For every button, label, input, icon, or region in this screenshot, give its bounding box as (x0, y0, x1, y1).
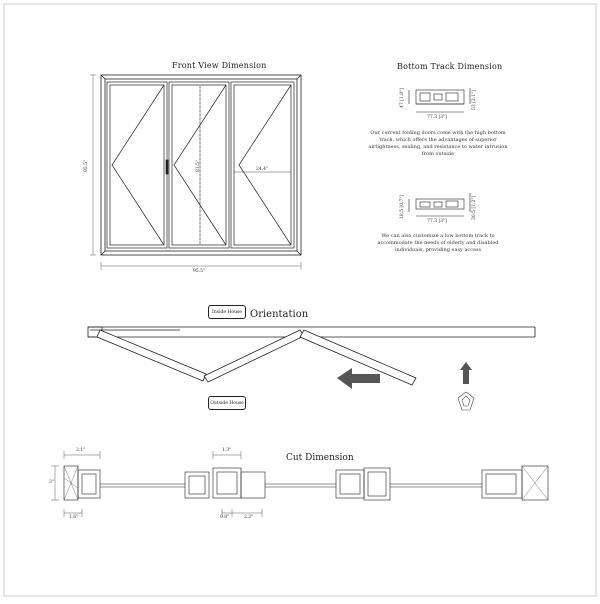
high-track-right-height-label: 53 [2.1"] (472, 90, 477, 110)
cut-dim-bottom-mid-b: 2.2" (244, 515, 254, 520)
panel-height-label: 81.5" (196, 159, 201, 172)
panel-width-label: 24.4" (256, 167, 269, 172)
high-track-height-label: 47 [1.8"] (400, 88, 405, 108)
cut-dim-bottom-left: 1.6" (69, 515, 79, 520)
low-track-right-height-label: 30.5 [1.2"] (472, 195, 477, 220)
direction-arrows (337, 362, 474, 410)
inside-house-tag: Inside House (208, 305, 246, 319)
high-track-profile (409, 88, 470, 112)
low-track-note: We can also customize a low bottom track to accommodate the needs of elderly and disabled individuals, providing easy access (377, 233, 499, 253)
cut-dim-left-height: 3" (49, 480, 54, 485)
cut-section (64, 466, 548, 500)
cut-dim-bottom-mid-a: 0.8" (220, 515, 230, 520)
overall-height-label: 95.5" (84, 159, 89, 172)
high-track-width-label: 77.3 [3"] (427, 115, 447, 120)
orientation-title: Orientation (250, 309, 309, 320)
high-track-note: Our current folding doors come with the high bottom track, which offers the advantages of superior airtightness, sealing, and resistance to water intrusion from outside (368, 130, 508, 157)
front-view-dimension-lines (90, 75, 301, 270)
cut-dim-top-mid: 1.3" (222, 448, 232, 453)
low-track-width-label: 77.3 [3"] (427, 219, 447, 224)
low-track-height-label: 18.5 [0.7"] (400, 194, 405, 219)
low-track-profile (409, 193, 470, 216)
front-view-title: Front View Dimension (172, 61, 267, 70)
cut-dimension-title: Cut Dimension (286, 453, 354, 463)
cut-dim-top-left: 2.1" (76, 448, 86, 453)
front-view-frame (101, 75, 301, 255)
outside-house-tag: Outside House (208, 396, 246, 410)
bottom-track-title: Bottom Track Dimension (397, 62, 503, 71)
overall-width-label: 95.5" (193, 269, 206, 274)
